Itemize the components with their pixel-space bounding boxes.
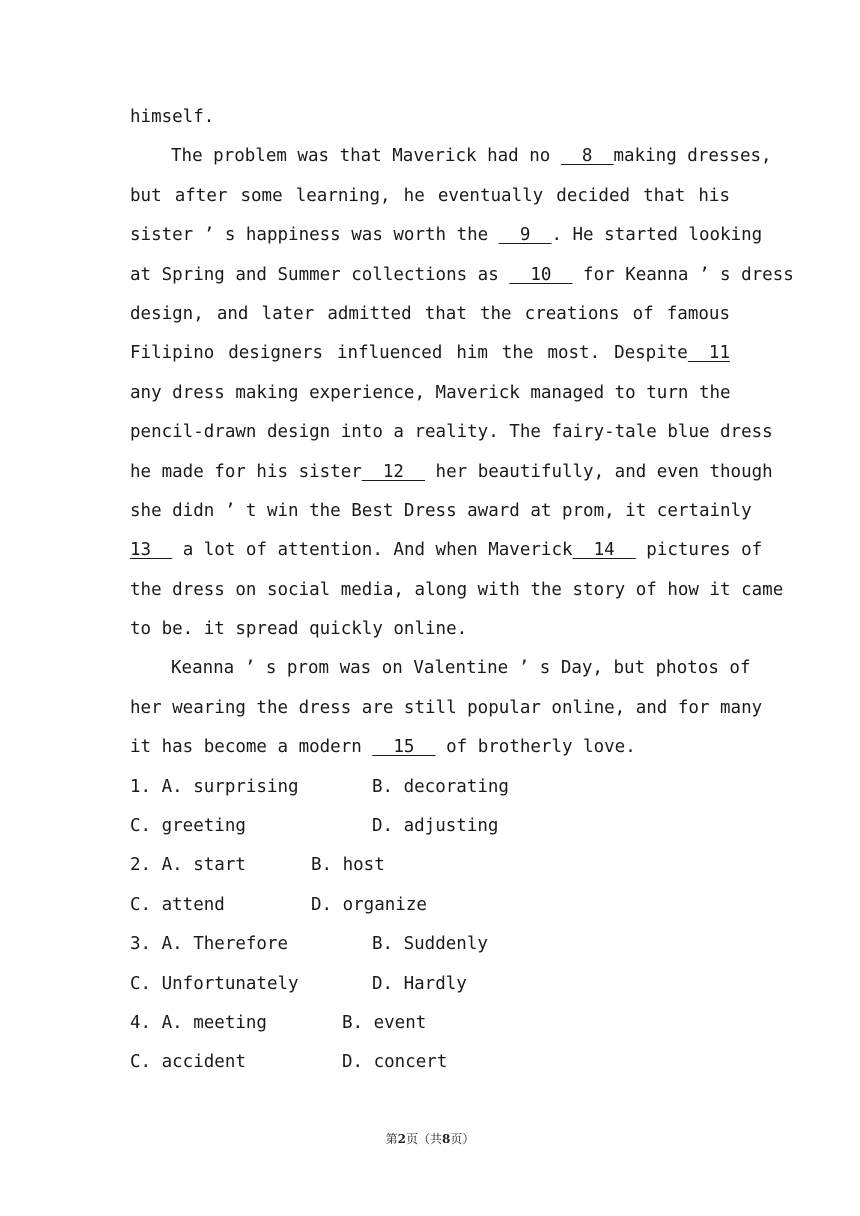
blank-12: 12	[361, 461, 426, 482]
text-span: a lot of attention. And when Maverick	[172, 540, 573, 561]
option-2c: C. attend	[130, 894, 225, 915]
question-3-row-2	[130, 965, 730, 1004]
blank-8: 8	[560, 146, 614, 167]
text-line	[130, 98, 730, 137]
question-4-row-1	[130, 1004, 730, 1043]
text-span: . He started looking	[551, 225, 763, 246]
blank-14: 14	[572, 540, 636, 561]
question-4-row-2	[130, 1043, 730, 1082]
text-line	[130, 137, 772, 176]
option-3d: D. Hardly	[372, 973, 467, 994]
text-line	[130, 492, 752, 531]
option-4d: D. concert	[342, 1052, 448, 1073]
text-line	[130, 413, 773, 452]
text-span: design, and later admitted that the creations of famous	[130, 303, 730, 324]
text-span: for Keanna ’ s dress	[572, 264, 794, 285]
page-footer	[0, 1130, 860, 1147]
footer-text: 页（共	[405, 1132, 442, 1146]
text-span: sister ’ s happiness was worth the	[130, 225, 499, 246]
option-2b: B. host	[311, 855, 385, 876]
text-line	[130, 177, 730, 216]
blank-13: 13	[130, 540, 173, 561]
option-1c: C. greeting	[130, 816, 246, 837]
text-span: Keanna ’ s prom was on Valentine ’ s Day, but photos of	[171, 658, 751, 679]
text-span: she didn ’ t win the Best Dress award at prom, it certainly	[130, 500, 752, 521]
page-total: 8	[442, 1132, 451, 1146]
text-span: her beautifully, and even though	[425, 461, 773, 482]
question-3-row-1	[130, 925, 730, 964]
option-3a: 3. A. Therefore	[130, 934, 289, 955]
text-span: he made for his sister	[130, 461, 362, 482]
text-span: The problem was that Maverick had no	[171, 146, 561, 167]
text-span: pictures of	[635, 540, 763, 561]
text-span: her wearing the dress are still popular online, and for many	[130, 697, 763, 718]
text-span: it has become a modern	[130, 737, 373, 758]
text-line	[130, 453, 773, 492]
text-span: but after some learning, he eventually decided that his	[130, 185, 730, 206]
text-span: the dress on social media, along with the story of how it came	[130, 579, 784, 600]
text-span: at Spring and Summer collections as	[130, 264, 510, 285]
text-line	[130, 610, 730, 649]
text-line	[130, 531, 763, 570]
text-span: himself.	[130, 107, 215, 127]
text-span: any dress making experience, Maverick managed to turn the	[130, 382, 731, 403]
text-span: Filipino designers influenced him the most. Despite	[130, 343, 688, 364]
blank-10: 10	[509, 264, 573, 285]
text-span: of brotherly love.	[435, 737, 636, 758]
text-span: to be. it spread quickly online.	[130, 619, 468, 640]
question-1-row-1	[130, 768, 730, 807]
option-3b: B. Suddenly	[372, 934, 488, 955]
text-line	[130, 295, 730, 334]
text-line	[130, 374, 730, 413]
page-number: 2	[397, 1132, 406, 1146]
text-line	[130, 334, 730, 373]
option-1b: B. decorating	[372, 776, 509, 797]
text-line	[130, 649, 751, 688]
blank-9: 9	[498, 225, 552, 246]
text-line	[130, 216, 763, 255]
option-4a: 4. A. meeting	[130, 1012, 267, 1033]
option-2d: D. organize	[311, 894, 427, 915]
question-1-row-2	[130, 807, 730, 846]
text-line	[130, 728, 730, 767]
option-2a: 2. A. start	[130, 855, 246, 876]
option-3c: C. Unfortunately	[130, 973, 299, 994]
blank-11: 11	[687, 343, 730, 364]
text-line	[130, 256, 794, 295]
footer-text: 页）	[450, 1132, 475, 1146]
blank-15: 15	[372, 737, 436, 758]
option-4c: C. accident	[130, 1052, 246, 1073]
question-2-row-2	[130, 886, 730, 925]
text-line	[130, 571, 784, 610]
option-4b: B. event	[342, 1012, 427, 1033]
text-span: making dresses,	[613, 146, 772, 167]
document-body	[130, 98, 794, 1083]
option-1a: 1. A. surprising	[130, 776, 299, 797]
option-1d: D. adjusting	[372, 816, 499, 837]
text-line	[130, 689, 763, 728]
footer-text: 第	[385, 1132, 398, 1146]
question-2-row-1	[130, 846, 730, 885]
text-span: pencil-drawn design into a reality. The fairy-tale blue dress	[130, 422, 773, 443]
